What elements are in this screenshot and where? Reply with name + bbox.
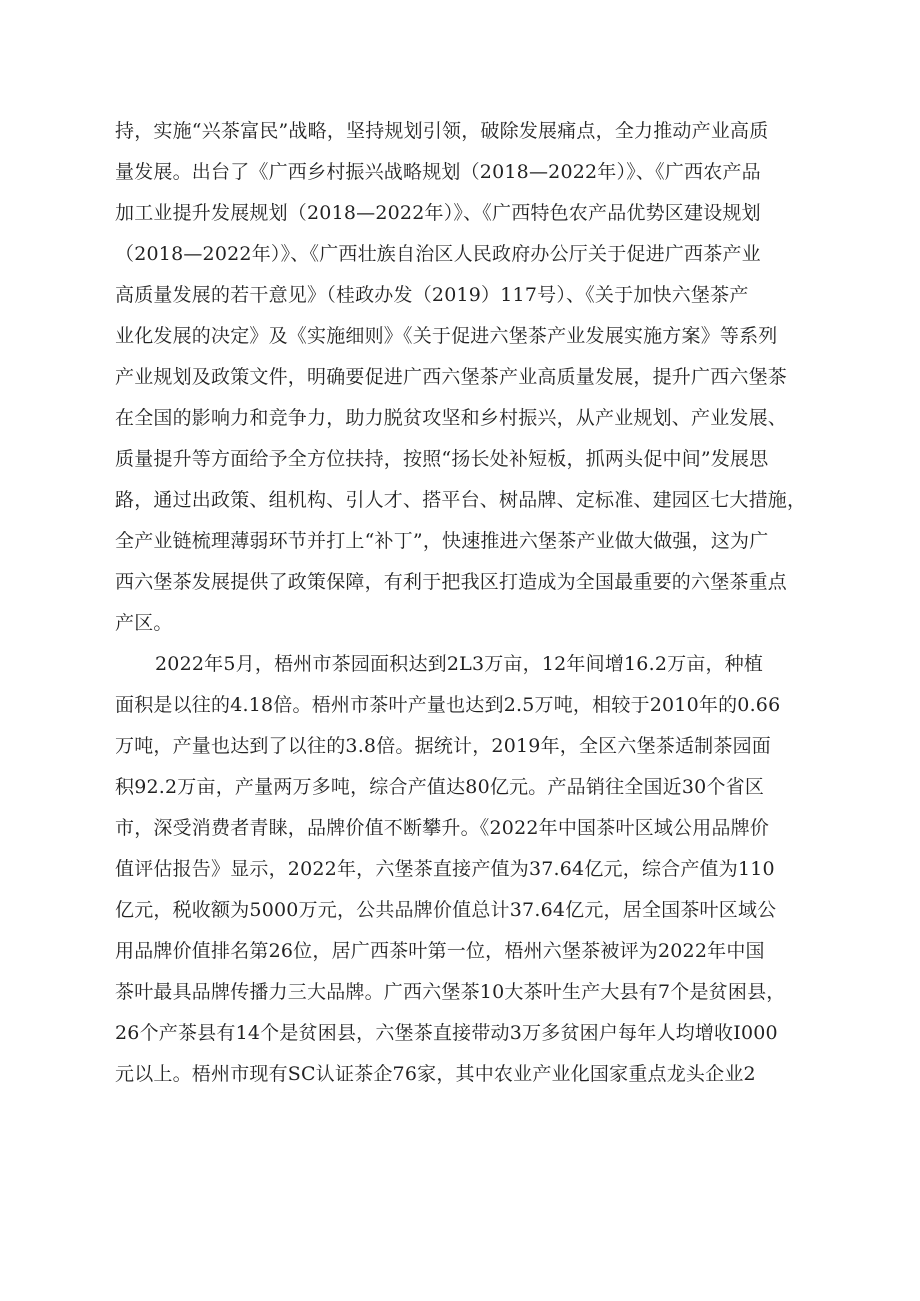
text-line: 2022年5月，梧州市茶园面积达到2L3万亩，12年间增16.2万亩，种植: [155, 653, 764, 675]
text-line: 持，实施“兴茶富民”战略，坚持规划引领，破除发展痛点，全力推动产业高质: [115, 120, 769, 142]
text-line: 业化发展的决定》及《实施细则》《关于促进六堡茶产业发展实施方案》等系列: [115, 325, 778, 347]
text-line: 市，深受消费者青睐，品牌价值不断攀升。《2022年中国茶叶区域公用品牌价: [115, 817, 770, 839]
text-line: 26个产茶县有14个是贫困县，六堡茶直接带动3万多贫困户每年人均增收I000: [115, 1022, 778, 1044]
text-line: 万吨，产量也达到了以往的3.8倍。据统计，2019年，全区六堡茶适制茶园面: [115, 735, 771, 757]
text-line: 亿元，税收额为5000万元，公共品牌价值总计37.64亿元，居全国茶叶区域公: [115, 899, 777, 921]
text-line: 西六堡茶发展提供了政策保障，有利于把我区打造成为全国最重要的六堡茶重点: [115, 571, 788, 593]
text-line: 产区。: [115, 612, 173, 634]
text-line: 高质量发展的若干意见》（桂政办发（2019）117号）、《关于加快六堡茶产: [115, 284, 749, 306]
text-line: 用品牌价值排名第26位，居广西茶叶第一位，梧州六堡茶被评为2022年中国: [115, 940, 765, 962]
text-line: 产业规划及政策文件，明确要促进广西六堡茶产业高质量发展，提升广西六堡茶: [115, 366, 788, 388]
text-line: 路，通过出政策、组机构、引人才、搭平台、树品牌、定标准、建园区七大措施，: [115, 489, 807, 511]
text-line: 量发展。出台了《广西乡村振兴战略规划（2018—2022年）》、《广西农产品: [115, 161, 761, 183]
text-line: （2018—2022年）》、《广西壮族自治区人民政府办公厅关于促进广西茶产业: [115, 243, 761, 265]
text-line: 面积是以往的4.18倍。梧州市茶叶产量也达到2.5万吨，相较于2010年的0.66: [115, 694, 781, 716]
text-line: 全产业链梳理薄弱环节并打上“补丁”，快速推进六堡茶产业做大做强，这为广: [115, 530, 769, 552]
text-line: 茶叶最具品牌传播力三大品牌。广西六堡茶10大茶叶生产大县有7个是贫困县，: [115, 981, 786, 1003]
text-line: 元以上。梧州市现有SC认证茶企76家，其中农业产业化国家重点龙头企业2: [115, 1063, 756, 1085]
text-line: 值评估报告》显示，2022年，六堡茶直接产值为37.64亿元，综合产值为110: [115, 858, 775, 880]
text-line: 在全国的影响力和竞争力，助力脱贫攻坚和乡村振兴，从产业规划、产业发展、: [115, 407, 788, 429]
text-line: 质量提升等方面给予全方位扶持，按照“扬长处补短板，抓两头促中间”发展思: [115, 448, 769, 470]
text-line: 积92.2万亩，产量两万多吨，综合产值达80亿元。产品销往全国近30个省区: [115, 776, 765, 798]
text-line: 加工业提升发展规划（2018—2022年）》、《广西特色农产品优势区建设规划: [115, 202, 761, 224]
